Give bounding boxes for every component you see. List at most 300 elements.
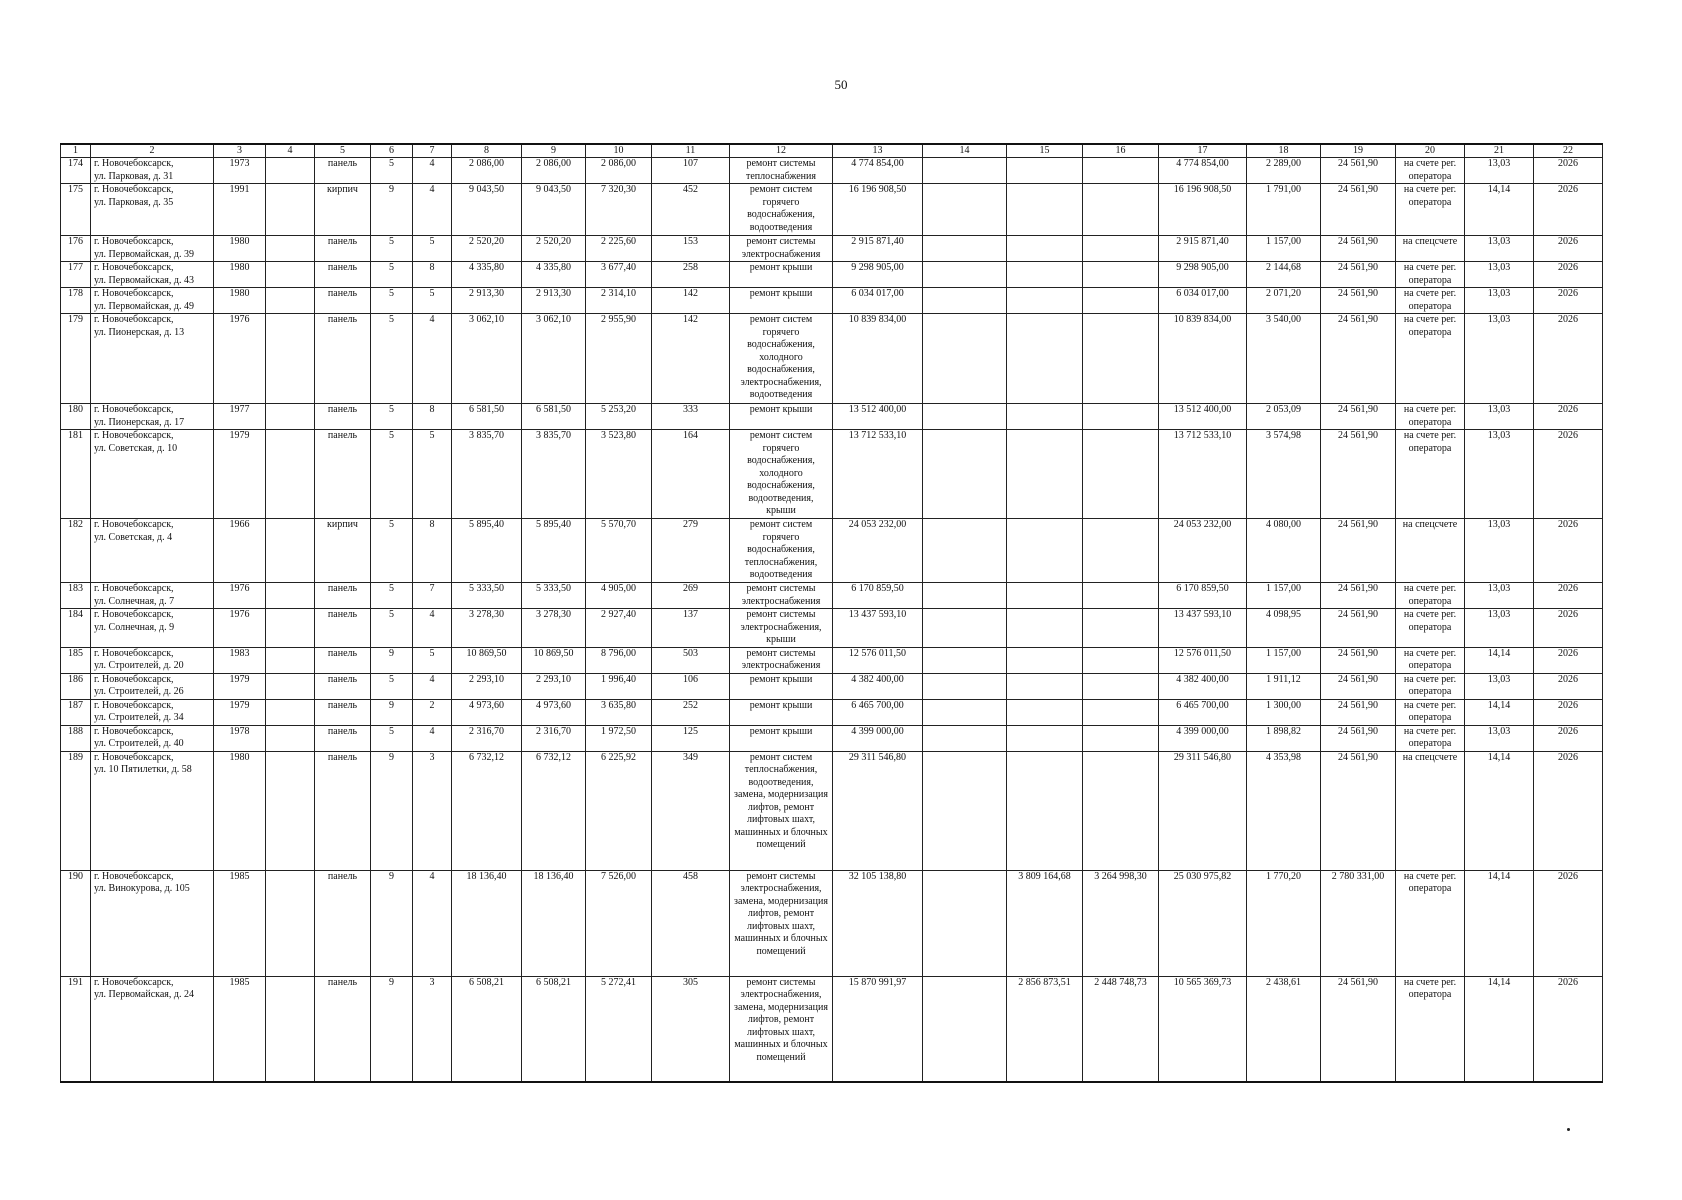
cell-row-number: 188 <box>61 725 91 751</box>
cell-total-cost: 29 311 546,80 <box>833 751 923 870</box>
cell-fund-method: на счете рег. оператора <box>1396 404 1465 430</box>
cell-unit-limit: 24 561,90 <box>1321 184 1396 236</box>
cell-fund-method: на спецсчете <box>1396 236 1465 262</box>
cell-wall-material: панель <box>315 725 371 751</box>
cell-address: г. Новочебоксарск, ул. Пионерская, д. 13 <box>91 314 214 404</box>
cell-living-area: 6 225,92 <box>586 751 652 870</box>
cell-unit-cost: 1 157,00 <box>1247 236 1321 262</box>
cell-total-area: 2 913,30 <box>452 288 522 314</box>
cell-unit-cost: 1 791,00 <box>1247 184 1321 236</box>
capital-repair-table <box>60 143 1603 1083</box>
cell-row-number: 174 <box>61 158 91 184</box>
cell-residents: 142 <box>652 288 730 314</box>
cell-col-15 <box>1007 288 1083 314</box>
cell-area-9: 3 278,30 <box>522 609 586 648</box>
cell-row-number: 187 <box>61 699 91 725</box>
cell-address: г. Новочебоксарск, ул. Первомайская, д. 43 <box>91 262 214 288</box>
column-number-8: 8 <box>452 144 522 158</box>
cell-residents: 258 <box>652 262 730 288</box>
cell-address: г. Новочебоксарск, ул. Строителей, д. 34 <box>91 699 214 725</box>
cell-unit-cost: 3 574,98 <box>1247 430 1321 519</box>
cell-contribution-rate: 13,03 <box>1465 725 1534 751</box>
cell-works: ремонт крыши <box>730 725 833 751</box>
column-number-16: 16 <box>1083 144 1159 158</box>
column-number-14: 14 <box>923 144 1007 158</box>
table-row <box>61 583 1603 609</box>
cell-col-4 <box>266 609 315 648</box>
cell-year-planned: 2026 <box>1534 609 1603 648</box>
cell-works: ремонт системы электроснабжения, замена, модернизация лифтов, ремонт лифтовых шахт, машинных и блочных помещений <box>730 870 833 976</box>
cell-works: ремонт крыши <box>730 699 833 725</box>
cell-year-planned: 2026 <box>1534 647 1603 673</box>
cell-col-16 <box>1083 158 1159 184</box>
cell-fund-amount: 24 053 232,00 <box>1159 519 1247 583</box>
cell-unit-cost: 1 157,00 <box>1247 647 1321 673</box>
column-number-22: 22 <box>1534 144 1603 158</box>
cell-year-built: 1980 <box>214 262 266 288</box>
cell-floors: 9 <box>371 184 413 236</box>
cell-area-9: 4 335,80 <box>522 262 586 288</box>
column-number-15: 15 <box>1007 144 1083 158</box>
table-row <box>61 184 1603 236</box>
cell-col-14 <box>923 430 1007 519</box>
cell-wall-material: панель <box>315 673 371 699</box>
cell-floors: 5 <box>371 314 413 404</box>
column-number-13: 13 <box>833 144 923 158</box>
cell-contribution-rate: 13,03 <box>1465 236 1534 262</box>
cell-year-planned: 2026 <box>1534 725 1603 751</box>
cell-entrances: 4 <box>413 184 452 236</box>
cell-fund-method: на счете рег. оператора <box>1396 647 1465 673</box>
cell-wall-material: панель <box>315 609 371 648</box>
cell-address: г. Новочебоксарск, ул. Солнечная, д. 7 <box>91 583 214 609</box>
cell-year-built: 1980 <box>214 751 266 870</box>
cell-unit-cost: 1 157,00 <box>1247 583 1321 609</box>
cell-row-number: 182 <box>61 519 91 583</box>
cell-wall-material: панель <box>315 647 371 673</box>
cell-living-area: 2 927,40 <box>586 609 652 648</box>
column-number-7: 7 <box>413 144 452 158</box>
cell-residents: 269 <box>652 583 730 609</box>
cell-fund-method: на счете рег. оператора <box>1396 725 1465 751</box>
cell-living-area: 3 677,40 <box>586 262 652 288</box>
cell-year-planned: 2026 <box>1534 288 1603 314</box>
cell-area-9: 5 895,40 <box>522 519 586 583</box>
cell-residents: 458 <box>652 870 730 976</box>
column-number-5: 5 <box>315 144 371 158</box>
cell-floors: 5 <box>371 404 413 430</box>
cell-col-15 <box>1007 314 1083 404</box>
cell-living-area: 1 972,50 <box>586 725 652 751</box>
cell-col-14 <box>923 870 1007 976</box>
cell-row-number: 186 <box>61 673 91 699</box>
cell-area-9: 6 732,12 <box>522 751 586 870</box>
cell-col-14 <box>923 673 1007 699</box>
cell-year-planned: 2026 <box>1534 673 1603 699</box>
cell-wall-material: кирпич <box>315 519 371 583</box>
cell-contribution-rate: 13,03 <box>1465 262 1534 288</box>
cell-fund-amount: 16 196 908,50 <box>1159 184 1247 236</box>
cell-entrances: 4 <box>413 158 452 184</box>
cell-col-15 <box>1007 699 1083 725</box>
cell-entrances: 2 <box>413 699 452 725</box>
cell-unit-limit: 24 561,90 <box>1321 404 1396 430</box>
cell-area-9: 2 520,20 <box>522 236 586 262</box>
cell-entrances: 5 <box>413 236 452 262</box>
column-number-10: 10 <box>586 144 652 158</box>
cell-total-cost: 24 053 232,00 <box>833 519 923 583</box>
cell-total-area: 3 278,30 <box>452 609 522 648</box>
cell-fund-method: на счете рег. оператора <box>1396 314 1465 404</box>
cell-total-area: 3 062,10 <box>452 314 522 404</box>
cell-year-built: 1980 <box>214 288 266 314</box>
cell-row-number: 185 <box>61 647 91 673</box>
cell-works: ремонт систем горячего водоснабжения, холодного водоснабжения, водоотведения, крыши <box>730 430 833 519</box>
cell-floors: 9 <box>371 699 413 725</box>
cell-entrances: 5 <box>413 430 452 519</box>
cell-living-area: 8 796,00 <box>586 647 652 673</box>
table-row <box>61 609 1603 648</box>
column-number-row <box>61 144 1603 158</box>
cell-fund-method: на счете рег. оператора <box>1396 870 1465 976</box>
cell-year-planned: 2026 <box>1534 430 1603 519</box>
cell-entrances: 8 <box>413 519 452 583</box>
cell-residents: 252 <box>652 699 730 725</box>
cell-address: г. Новочебоксарск, ул. Солнечная, д. 9 <box>91 609 214 648</box>
cell-contribution-rate: 14,14 <box>1465 647 1534 673</box>
cell-residents: 164 <box>652 430 730 519</box>
cell-col-15 <box>1007 262 1083 288</box>
cell-col-4 <box>266 404 315 430</box>
cell-year-built: 1976 <box>214 609 266 648</box>
cell-floors: 9 <box>371 976 413 1082</box>
cell-area-9: 3 835,70 <box>522 430 586 519</box>
cell-area-9: 4 973,60 <box>522 699 586 725</box>
cell-living-area: 2 314,10 <box>586 288 652 314</box>
cell-col-15 <box>1007 583 1083 609</box>
cell-total-area: 3 835,70 <box>452 430 522 519</box>
cell-unit-limit: 24 561,90 <box>1321 430 1396 519</box>
cell-wall-material: панель <box>315 583 371 609</box>
cell-wall-material: панель <box>315 314 371 404</box>
cell-year-built: 1983 <box>214 647 266 673</box>
cell-col-14 <box>923 583 1007 609</box>
cell-contribution-rate: 14,14 <box>1465 751 1534 870</box>
cell-col-4 <box>266 158 315 184</box>
cell-unit-cost: 4 353,98 <box>1247 751 1321 870</box>
cell-col-4 <box>266 583 315 609</box>
cell-contribution-rate: 13,03 <box>1465 158 1534 184</box>
cell-unit-limit: 24 561,90 <box>1321 262 1396 288</box>
cell-works: ремонт крыши <box>730 404 833 430</box>
cell-col-14 <box>923 699 1007 725</box>
cell-col-16 <box>1083 236 1159 262</box>
cell-fund-method: на счете рег. оператора <box>1396 976 1465 1082</box>
cell-row-number: 183 <box>61 583 91 609</box>
cell-fund-amount: 6 465 700,00 <box>1159 699 1247 725</box>
cell-unit-cost: 1 770,20 <box>1247 870 1321 976</box>
cell-year-built: 1991 <box>214 184 266 236</box>
cell-works: ремонт системы электроснабжения <box>730 583 833 609</box>
cell-year-built: 1977 <box>214 404 266 430</box>
cell-living-area: 4 905,00 <box>586 583 652 609</box>
cell-contribution-rate: 13,03 <box>1465 609 1534 648</box>
cell-area-9: 3 062,10 <box>522 314 586 404</box>
cell-year-built: 1979 <box>214 699 266 725</box>
cell-col-4 <box>266 647 315 673</box>
cell-area-9: 5 333,50 <box>522 583 586 609</box>
cell-residents: 142 <box>652 314 730 404</box>
cell-living-area: 5 253,20 <box>586 404 652 430</box>
cell-area-9: 6 508,21 <box>522 976 586 1082</box>
cell-year-built: 1978 <box>214 725 266 751</box>
cell-year-built: 1985 <box>214 976 266 1082</box>
column-number-4: 4 <box>266 144 315 158</box>
cell-year-built: 1976 <box>214 583 266 609</box>
cell-row-number: 177 <box>61 262 91 288</box>
cell-year-planned: 2026 <box>1534 262 1603 288</box>
cell-living-area: 3 635,80 <box>586 699 652 725</box>
cell-total-area: 6 732,12 <box>452 751 522 870</box>
cell-works: ремонт системы электроснабжения, замена, модернизация лифтов, ремонт лифтовых шахт, машинных и блочных помещений <box>730 976 833 1082</box>
cell-row-number: 178 <box>61 288 91 314</box>
cell-col-14 <box>923 647 1007 673</box>
cell-unit-limit: 24 561,90 <box>1321 725 1396 751</box>
cell-year-planned: 2026 <box>1534 870 1603 976</box>
cell-residents: 333 <box>652 404 730 430</box>
cell-total-cost: 6 465 700,00 <box>833 699 923 725</box>
cell-total-area: 2 520,20 <box>452 236 522 262</box>
cell-unit-cost: 2 144,68 <box>1247 262 1321 288</box>
cell-residents: 106 <box>652 673 730 699</box>
cell-works: ремонт крыши <box>730 673 833 699</box>
cell-unit-cost: 1 300,00 <box>1247 699 1321 725</box>
cell-unit-limit: 24 561,90 <box>1321 976 1396 1082</box>
column-number-3: 3 <box>214 144 266 158</box>
cell-fund-amount: 12 576 011,50 <box>1159 647 1247 673</box>
cell-fund-amount: 10 565 369,73 <box>1159 976 1247 1082</box>
cell-col-15 <box>1007 751 1083 870</box>
cell-total-area: 6 508,21 <box>452 976 522 1082</box>
cell-residents: 125 <box>652 725 730 751</box>
cell-floors: 5 <box>371 673 413 699</box>
cell-col-4 <box>266 699 315 725</box>
cell-fund-amount: 4 774 854,00 <box>1159 158 1247 184</box>
cell-wall-material: панель <box>315 430 371 519</box>
cell-col-16 <box>1083 751 1159 870</box>
cell-fund-method: на счете рег. оператора <box>1396 184 1465 236</box>
cell-col-16: 3 264 998,30 <box>1083 870 1159 976</box>
cell-entrances: 4 <box>413 870 452 976</box>
cell-entrances: 7 <box>413 583 452 609</box>
cell-col-4 <box>266 430 315 519</box>
cell-unit-limit: 24 561,90 <box>1321 158 1396 184</box>
cell-col-14 <box>923 184 1007 236</box>
cell-col-16 <box>1083 184 1159 236</box>
cell-year-planned: 2026 <box>1534 519 1603 583</box>
cell-living-area: 1 996,40 <box>586 673 652 699</box>
cell-address: г. Новочебоксарск, ул. Первомайская, д. 39 <box>91 236 214 262</box>
cell-year-built: 1980 <box>214 236 266 262</box>
cell-residents: 503 <box>652 647 730 673</box>
cell-year-planned: 2026 <box>1534 314 1603 404</box>
cell-total-area: 4 335,80 <box>452 262 522 288</box>
cell-fund-amount: 6 170 859,50 <box>1159 583 1247 609</box>
cell-address: г. Новочебоксарск, ул. Строителей, д. 20 <box>91 647 214 673</box>
cell-wall-material: кирпич <box>315 184 371 236</box>
table-row <box>61 725 1603 751</box>
page-number: 50 <box>834 77 848 92</box>
cell-col-14 <box>923 236 1007 262</box>
cell-unit-cost: 2 053,09 <box>1247 404 1321 430</box>
cell-floors: 5 <box>371 236 413 262</box>
cell-col-16 <box>1083 609 1159 648</box>
cell-total-area: 6 581,50 <box>452 404 522 430</box>
table-row <box>61 976 1603 1082</box>
table-row <box>61 430 1603 519</box>
cell-unit-cost: 3 540,00 <box>1247 314 1321 404</box>
cell-total-area: 5 333,50 <box>452 583 522 609</box>
cell-fund-method: на счете рег. оператора <box>1396 609 1465 648</box>
cell-row-number: 179 <box>61 314 91 404</box>
cell-col-15 <box>1007 430 1083 519</box>
cell-living-area: 7 320,30 <box>586 184 652 236</box>
cell-wall-material: панель <box>315 976 371 1082</box>
cell-living-area: 2 086,00 <box>586 158 652 184</box>
cell-col-15 <box>1007 158 1083 184</box>
column-number-19: 19 <box>1321 144 1396 158</box>
cell-total-cost: 13 712 533,10 <box>833 430 923 519</box>
cell-entrances: 4 <box>413 314 452 404</box>
cell-floors: 5 <box>371 519 413 583</box>
cell-col-15: 3 809 164,68 <box>1007 870 1083 976</box>
cell-fund-amount: 4 399 000,00 <box>1159 725 1247 751</box>
cell-floors: 9 <box>371 870 413 976</box>
cell-unit-cost: 1 911,12 <box>1247 673 1321 699</box>
cell-floors: 5 <box>371 158 413 184</box>
cell-entrances: 3 <box>413 976 452 1082</box>
cell-contribution-rate: 14,14 <box>1465 699 1534 725</box>
cell-entrances: 5 <box>413 647 452 673</box>
cell-living-area: 5 272,41 <box>586 976 652 1082</box>
cell-fund-method: на счете рег. оператора <box>1396 699 1465 725</box>
cell-fund-amount: 4 382 400,00 <box>1159 673 1247 699</box>
column-number-6: 6 <box>371 144 413 158</box>
cell-col-14 <box>923 725 1007 751</box>
cell-year-built: 1985 <box>214 870 266 976</box>
cell-fund-amount: 13 712 533,10 <box>1159 430 1247 519</box>
cell-works: ремонт системы электроснабжения <box>730 647 833 673</box>
cell-col-4 <box>266 976 315 1082</box>
cell-living-area: 3 523,80 <box>586 430 652 519</box>
cell-year-planned: 2026 <box>1534 751 1603 870</box>
cell-address: г. Новочебоксарск, ул. Винокурова, д. 105 <box>91 870 214 976</box>
table-row <box>61 404 1603 430</box>
cell-contribution-rate: 14,14 <box>1465 976 1534 1082</box>
column-number-1: 1 <box>61 144 91 158</box>
cell-fund-method: на счете рег. оператора <box>1396 430 1465 519</box>
cell-fund-amount: 6 034 017,00 <box>1159 288 1247 314</box>
cell-fund-amount: 13 512 400,00 <box>1159 404 1247 430</box>
table-row <box>61 699 1603 725</box>
cell-works: ремонт системы теплоснабжения <box>730 158 833 184</box>
cell-area-9: 2 293,10 <box>522 673 586 699</box>
cell-year-planned: 2026 <box>1534 184 1603 236</box>
cell-total-area: 4 973,60 <box>452 699 522 725</box>
column-number-9: 9 <box>522 144 586 158</box>
cell-year-planned: 2026 <box>1534 158 1603 184</box>
cell-living-area: 2 955,90 <box>586 314 652 404</box>
cell-floors: 9 <box>371 751 413 870</box>
cell-col-16 <box>1083 288 1159 314</box>
cell-unit-limit: 24 561,90 <box>1321 288 1396 314</box>
cell-year-built: 1966 <box>214 519 266 583</box>
column-number-18: 18 <box>1247 144 1321 158</box>
cell-total-cost: 13 437 593,10 <box>833 609 923 648</box>
cell-col-15 <box>1007 404 1083 430</box>
cell-col-16 <box>1083 647 1159 673</box>
cell-col-14 <box>923 609 1007 648</box>
cell-col-4 <box>266 519 315 583</box>
cell-row-number: 191 <box>61 976 91 1082</box>
cell-contribution-rate: 14,14 <box>1465 184 1534 236</box>
cell-living-area: 2 225,60 <box>586 236 652 262</box>
cell-floors: 5 <box>371 609 413 648</box>
cell-row-number: 180 <box>61 404 91 430</box>
cell-fund-amount: 13 437 593,10 <box>1159 609 1247 648</box>
cell-floors: 5 <box>371 262 413 288</box>
cell-fund-amount: 25 030 975,82 <box>1159 870 1247 976</box>
cell-area-9: 6 581,50 <box>522 404 586 430</box>
cell-col-16 <box>1083 404 1159 430</box>
cell-entrances: 4 <box>413 725 452 751</box>
cell-address: г. Новочебоксарск, ул. Парковая, д. 31 <box>91 158 214 184</box>
cell-col-15 <box>1007 647 1083 673</box>
cell-row-number: 184 <box>61 609 91 648</box>
cell-col-4 <box>266 236 315 262</box>
table-row <box>61 519 1603 583</box>
cell-wall-material: панель <box>315 262 371 288</box>
cell-area-9: 9 043,50 <box>522 184 586 236</box>
cell-works: ремонт крыши <box>730 288 833 314</box>
cell-unit-limit: 24 561,90 <box>1321 314 1396 404</box>
cell-col-14 <box>923 976 1007 1082</box>
cell-area-9: 18 136,40 <box>522 870 586 976</box>
cell-address: г. Новочебоксарск, ул. Первомайская, д. 24 <box>91 976 214 1082</box>
cell-entrances: 8 <box>413 262 452 288</box>
cell-floors: 5 <box>371 583 413 609</box>
cell-year-planned: 2026 <box>1534 236 1603 262</box>
cell-total-cost: 4 774 854,00 <box>833 158 923 184</box>
cell-area-9: 2 086,00 <box>522 158 586 184</box>
cell-col-16 <box>1083 673 1159 699</box>
cell-entrances: 5 <box>413 288 452 314</box>
cell-col-16 <box>1083 314 1159 404</box>
column-number-20: 20 <box>1396 144 1465 158</box>
cell-unit-limit: 24 561,90 <box>1321 583 1396 609</box>
cell-col-16 <box>1083 519 1159 583</box>
cell-entrances: 4 <box>413 673 452 699</box>
cell-living-area: 7 526,00 <box>586 870 652 976</box>
cell-works: ремонт системы электроснабжения <box>730 236 833 262</box>
cell-address: г. Новочебоксарск, ул. Строителей, д. 40 <box>91 725 214 751</box>
cell-col-16: 2 448 748,73 <box>1083 976 1159 1082</box>
cell-unit-limit: 24 561,90 <box>1321 236 1396 262</box>
cell-floors: 5 <box>371 430 413 519</box>
cell-col-4 <box>266 184 315 236</box>
cell-address: г. Новочебоксарск, ул. Советская, д. 4 <box>91 519 214 583</box>
cell-unit-limit: 24 561,90 <box>1321 699 1396 725</box>
